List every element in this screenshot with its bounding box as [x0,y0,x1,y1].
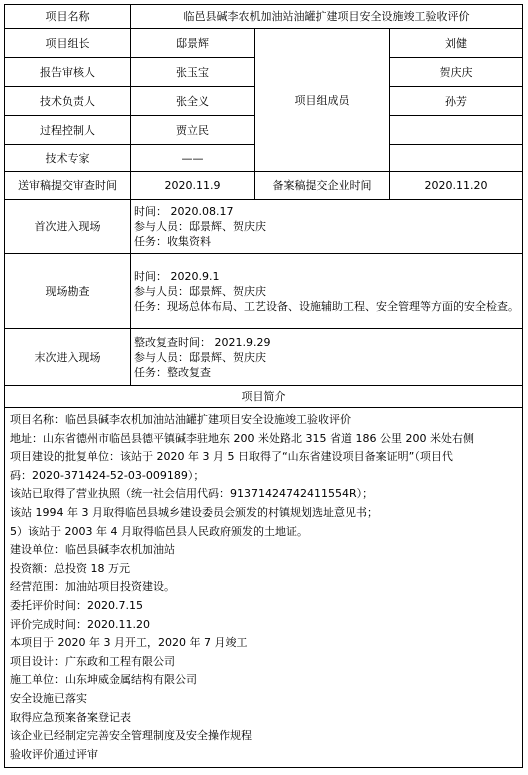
reviewer-value: 张玉宝 [131,58,255,87]
intro-line: 码：2020-371424-52-03-009189）； [10,468,205,482]
expert-label: 技术专家 [5,145,131,172]
intro-line: 安全设施已落实 [10,691,87,705]
member-3: 孙芳 [390,87,523,116]
intro-body-row [5,408,523,768]
group-leader-row [5,29,523,58]
intro-line: 评价完成时间：2020.11.20 [10,617,150,631]
first-visit-row [5,200,523,254]
intro-line: 建设单位：临邑县碱李农机加油站 [10,543,175,557]
first-visit-label: 首次进入现场 [5,200,131,254]
first-visit-detail [131,200,523,254]
site-survey-time: 时间： 2020.9.1 [134,269,220,283]
intro-line: 5）该站于 2003 年 4 月取得临邑县人民政府颁发的土地证。 [10,524,308,538]
intro-line: 取得应急预案备案登记表 [10,710,131,724]
intro-line: 项目建设的批复单位：该站于 2020 年 3 月 5 日取得了“山东省建设项目备案证明”（项目代 [10,450,453,464]
filing-value: 2020.11.20 [390,172,523,200]
last-visit-label: 末次进入现场 [5,329,131,386]
process-control-value: 贾立民 [131,116,255,145]
intro-line: 地址：山东省德州市临邑县德平镇碱李驻地东 200 米处路北 315 省道 186 公里 200 米处右侧 [10,431,474,445]
first-visit-task: 任务：收集资料 [134,235,211,248]
intro-line: 项目设计：广东政和工程有限公司 [10,654,175,668]
tech-lead-value: 张全义 [131,87,255,116]
member-5 [390,145,523,172]
intro-line: 该站 1994 年 3 月取得临邑县城乡建设委员会颁发的村镇规划选址意见书； [10,505,378,519]
member-2: 贺庆庆 [390,58,523,87]
intro-line: 该站已取得了营业执照（统一社会信用代码：91371424742411554R）； [10,487,374,501]
process-control-label: 过程控制人 [5,116,131,145]
site-survey-task: 任务：现场总体布局、工艺设备、设施辅助工程、安全管理等方面的安全检查。 [134,299,519,313]
intro-line: 该企业已经制定完善安全管理制度及安全操作规程 [10,729,252,743]
member-4 [390,116,523,145]
project-info-table [4,4,523,768]
site-survey-participants: 参与人员：邸景辉、贺庆庆 [134,284,266,298]
last-visit-row [5,329,523,386]
expert-value: —— [131,145,255,172]
intro-title: 项目简介 [5,386,523,408]
submit-label: 送审稿提交审查时间 [5,172,131,200]
site-survey-detail [131,254,523,329]
intro-body [5,408,523,768]
last-visit-detail [131,329,523,386]
intro-line: 经营范围：加油站项目投资建设。 [10,580,175,594]
last-visit-task: 任务：整改复查 [134,365,211,379]
group-leader-label: 项目组长 [5,29,131,58]
intro-line: 委托评价时间：2020.7.15 [10,598,143,612]
project-name-value: 临邑县碱李农机加油站油罐扩建项目安全设施竣工验收评价 [131,5,523,29]
project-name-row [5,5,523,29]
intro-line: 项目名称：临邑县碱李农机加油站油罐扩建项目安全设施竣工验收评价 [10,413,351,426]
intro-line: 施工单位：山东坤威金属结构有限公司 [10,673,197,687]
site-survey-label: 现场勘查 [5,254,131,329]
group-leader-value: 邸景辉 [131,29,255,58]
intro-line: 投资额：总投资 18 万元 [10,561,130,575]
dates-row [5,172,523,200]
intro-line: 验收评价通过评审 [10,747,98,761]
filing-label: 备案稿提交企业时间 [255,172,390,200]
tech-lead-label: 技术负责人 [5,87,131,116]
last-visit-time: 整改复查时间： 2021.9.29 [134,335,271,349]
intro-title-row [5,386,523,408]
project-name-label: 项目名称 [5,5,131,29]
site-survey-row [5,254,523,329]
first-visit-time: 时间： 2020.08.17 [134,205,234,218]
member-1: 刘健 [390,29,523,58]
first-visit-participants: 参与人员：邸景辉、贺庆庆 [134,220,266,233]
intro-line: 本项目于 2020 年 3 月开工，2020 年 7 月竣工 [10,636,248,650]
members-label: 项目组成员 [255,29,390,172]
reviewer-label: 报告审核人 [5,58,131,87]
submit-value: 2020.11.9 [131,172,255,200]
last-visit-participants: 参与人员：邸景辉、贺庆庆 [134,350,266,364]
